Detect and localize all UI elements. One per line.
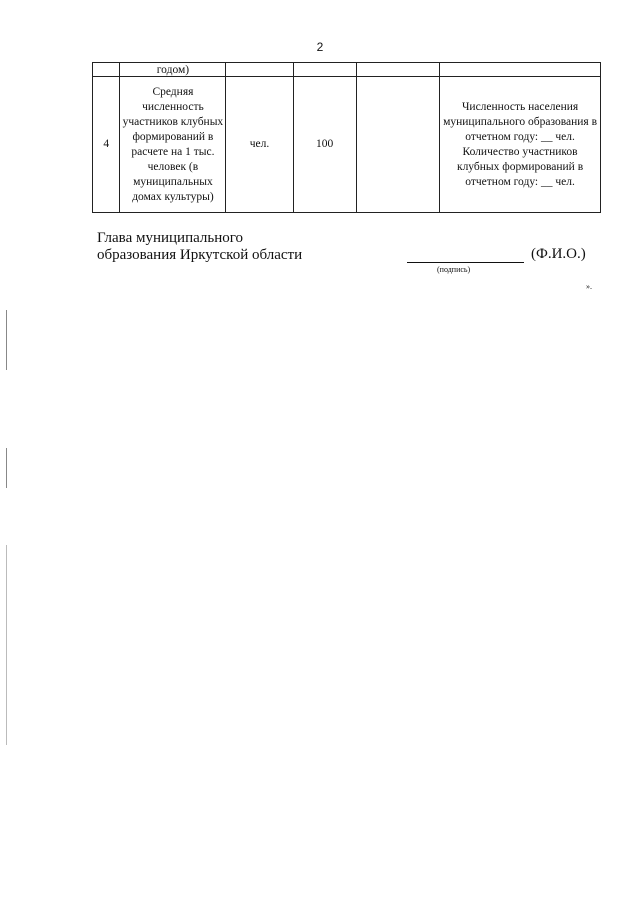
table-cell (93, 63, 120, 77)
table-cell (293, 63, 356, 77)
row-number: 4 (93, 77, 120, 213)
page-number: 2 (316, 40, 324, 54)
indicator-name: Средняя численность участников клубных формирований в расчете на 1 тыс. человек (в муниципальных домах культуры) (120, 77, 226, 213)
value-cell: 100 (293, 77, 356, 213)
table-cell: годом) (120, 63, 226, 77)
fio-label: (Ф.И.О.) (531, 246, 586, 262)
indicator-table (92, 62, 601, 213)
scan-artifact (6, 545, 7, 745)
table-cell (356, 63, 439, 77)
note-participants: Количество участников клубных формирований в отчетном году: __ чел. (456, 145, 584, 188)
scan-artifact (6, 448, 7, 488)
note-cell (440, 77, 601, 213)
signature-underline (407, 262, 524, 263)
signature-line2: образования Иркутской области (97, 247, 303, 263)
closing-quote: ». (586, 282, 592, 291)
table-row-continued (93, 63, 601, 77)
note-population: Численность населения муниципального образования в отчетном году: __ чел. (443, 100, 598, 143)
empty-cell (356, 77, 439, 213)
scan-artifact (6, 310, 7, 370)
table-cell (226, 63, 293, 77)
signature-caption: (подпись) (437, 265, 471, 274)
signature-line1: Глава муниципального (97, 230, 244, 246)
unit-cell: чел. (226, 77, 293, 213)
table-cell (440, 63, 601, 77)
table-row (93, 77, 601, 213)
signature-title (97, 230, 302, 264)
